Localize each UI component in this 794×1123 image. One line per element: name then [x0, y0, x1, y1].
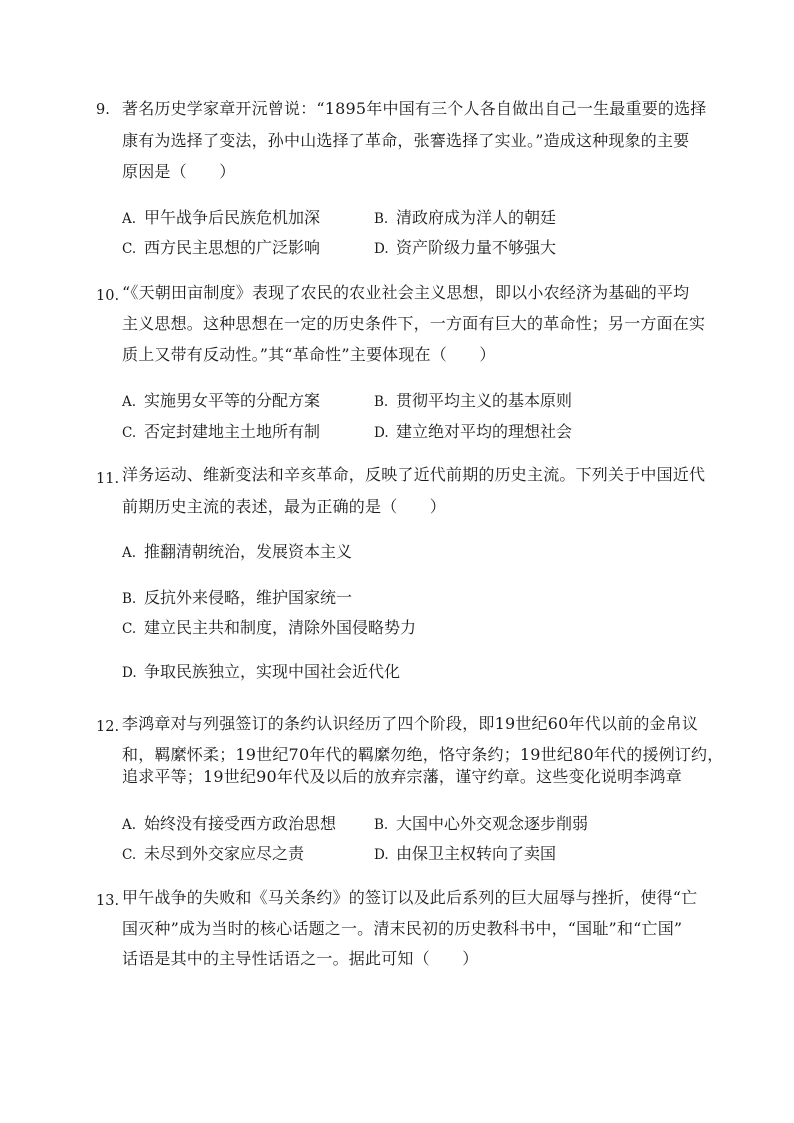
- question-text-line: 李鸿章对与列强签订的条约认识经历了四个阶段，即19世纪60年代以前的金帛议: [122, 714, 699, 733]
- option-text: 由保卫主权转向了卖国: [396, 844, 557, 863]
- option-letter: C.: [122, 621, 137, 637]
- option-letter: B.: [374, 817, 389, 833]
- option-b[interactable]: [374, 393, 572, 410]
- question-text-line: 原因是（ ）: [122, 162, 236, 181]
- option-c[interactable]: [122, 846, 304, 863]
- option-letter: D.: [374, 425, 389, 441]
- option-text: 清政府成为洋人的朝廷: [396, 208, 557, 227]
- option-text: 争取民族独立，实现中国社会近代化: [144, 662, 401, 681]
- option-letter: D.: [122, 665, 137, 681]
- option-letter: A.: [122, 394, 137, 410]
- question-number: 13.: [96, 893, 120, 909]
- question-text-line: 话语是其中的主导性话语之一。据此可知（ ）: [122, 949, 479, 968]
- option-text: 西方民主思想的广泛影响: [144, 238, 321, 257]
- option-text: 未尽到外交家应尽之责: [144, 844, 305, 863]
- question-number: 10.: [96, 288, 120, 304]
- option-letter: C.: [122, 241, 137, 257]
- question-number: 11.: [96, 471, 120, 487]
- option-text: 甲午战争后民族危机加深: [144, 208, 321, 227]
- option-letter: B.: [374, 211, 389, 227]
- option-text: 资产阶级力量不够强大: [396, 238, 557, 257]
- option-text: 反抗外来侵略，维护国家统一: [144, 588, 353, 607]
- option-a[interactable]: [122, 816, 336, 833]
- option-letter: B.: [122, 591, 137, 607]
- option-d[interactable]: [374, 846, 556, 863]
- option-letter: D.: [374, 847, 389, 863]
- option-d[interactable]: [374, 424, 572, 441]
- question-text-line: 洋务运动、维新变法和辛亥革命，反映了近代前期的历史主流。下列关于中国近代: [122, 465, 706, 484]
- option-d[interactable]: [122, 664, 400, 681]
- option-a[interactable]: [122, 544, 352, 561]
- question-text-line: 国灭种”成为当时的核心话题之一。清末民初的历史教科书中，“国耻”和“亡国”: [122, 919, 683, 938]
- question-number: 9.: [96, 102, 110, 118]
- option-b[interactable]: [374, 816, 588, 833]
- option-letter: A.: [122, 817, 137, 833]
- option-text: 否定封建地主土地所有制: [144, 422, 321, 441]
- question-text-line: 甲午战争的失败和《马关条约》的签订以及此后系列的巨大屈辱与挫折，使得“亡: [122, 888, 698, 907]
- question-text-line: 前期历史主流的表述，最为正确的是（ ）: [122, 497, 447, 516]
- option-text: 始终没有接受西方政治思想: [144, 814, 337, 833]
- question-text-line: 主义思想。这种思想在一定的历史条件下，一方面有巨大的革命性；另一方面在实: [122, 314, 706, 333]
- option-letter: C.: [122, 847, 137, 863]
- option-text: 建立绝对平均的理想社会: [396, 422, 573, 441]
- option-d[interactable]: [374, 240, 556, 257]
- question-text-line: 质上又带有反动性。”其“革命性”主要体现在（ ）: [122, 345, 496, 364]
- option-text: 实施男女平等的分配方案: [144, 391, 321, 410]
- option-b[interactable]: [374, 210, 556, 227]
- option-letter: B.: [374, 394, 389, 410]
- option-b[interactable]: [122, 590, 352, 607]
- question-text-line: 和，羁縻怀柔；19世纪70年代的羁縻勿绝，恪守条约；19世纪80年代的援例订约，: [122, 745, 724, 764]
- question-text-line: 追求平等；19世纪90年代及以后的放弃宗藩，谨守约章。这些变化说明李鸿章: [122, 767, 682, 786]
- option-text: 大国中心外交观念逐步削弱: [396, 814, 589, 833]
- option-letter: A.: [122, 545, 137, 561]
- option-letter: C.: [122, 425, 137, 441]
- option-c[interactable]: [122, 620, 416, 637]
- option-c[interactable]: [122, 240, 320, 257]
- option-c[interactable]: [122, 424, 320, 441]
- question-text-line: 著名历史学家章开沅曾说：“1895年中国有三个人各自做出自己一生最重要的选择: [122, 99, 707, 118]
- option-text: 贯彻平均主义的基本原则: [396, 391, 573, 410]
- question-text-line: “《天朝田亩制度》表现了农民的农业社会主义思想，即以小农经济为基础的平均: [122, 283, 690, 302]
- question-number: 12.: [96, 719, 120, 735]
- question-text-line: 康有为选择了变法，孙中山选择了革命，张謇选择了实业。”造成这种现象的主要: [122, 131, 690, 150]
- option-a[interactable]: [122, 210, 320, 227]
- option-letter: A.: [122, 211, 137, 227]
- option-text: 建立民主共和制度，清除外国侵略势力: [144, 618, 417, 637]
- option-letter: D.: [374, 241, 389, 257]
- option-text: 推翻清朝统治，发展资本主义: [144, 542, 353, 561]
- option-a[interactable]: [122, 393, 320, 410]
